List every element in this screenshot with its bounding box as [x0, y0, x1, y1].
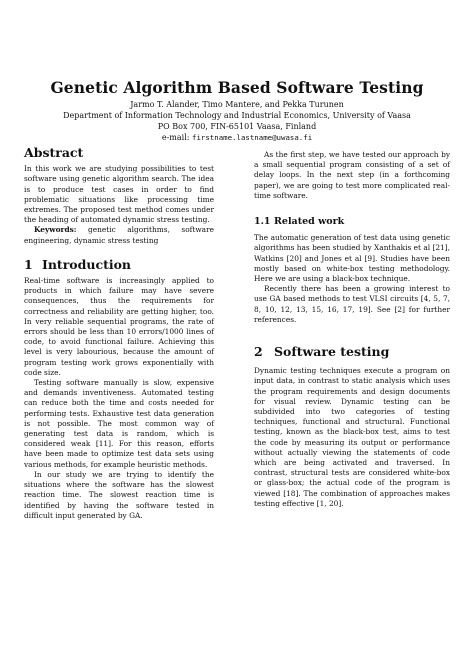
keywords [24, 225, 214, 245]
intro-paragraph-1: Real-time software is increasingly applied to products in which failure may have severe consequences, thus the requirements for correctness and reliability are getting higher, too. In very reliable sequential programs, the rate of errors should be less than 10 errors/1000 lines of code, to avoid functional failure. Achieving this level is very labourious, because the amount of program testing work grows exponentially with code size. [24, 276, 214, 377]
section-title: Software testing [274, 344, 390, 360]
subsection-heading-related-work [254, 217, 450, 227]
section-heading-introduction [24, 256, 214, 272]
abstract-heading: Abstract [24, 145, 84, 160]
related-paragraph-1: The automatic generation of test data using genetic algorithms has been studied by Xanthakis et al [21], Watkins [20] and Jones et al [9]. Studies have been mostly based on white-box testing methodology. Here we are using a black-box technique. [254, 233, 450, 284]
intro-paragraph-4: As the first step, we have tested our approach by a small sequential program consisting of a set of delay loops. In the next step (in a forthcoming paper), we are going to test more complicated real-time software. [254, 150, 450, 200]
author-block [0, 99, 474, 143]
email-address: firstname.lastname@uwasa.fi [192, 133, 313, 142]
left-column [24, 145, 214, 521]
email-label: e-mail: [161, 133, 190, 142]
section-heading-software-testing [254, 344, 450, 360]
section-title: Introduction [42, 256, 132, 272]
section-number: 2 [254, 344, 263, 360]
intro-paragraph-2: Testing software manually is slow, expensive and demands inventiveness. Automated testing can reduce both the time and costs needed for performing tests. Exhaustive test data generation is not possible. The most common way of generating test data is random, which is considered weak [11]. For this reason, efforts have been made to optimize test data sets using various methods, for example heuristic methods. [24, 378, 214, 469]
section-number: 1 [24, 256, 33, 272]
related-paragraph-2: Recently there has been a growing interest to use GA based methods to test VLSI circuits [4, 5, 7, 8, 10, 12, 13, 15, 16, 17, 19]. See [2] for further references. [254, 284, 450, 324]
right-column [254, 150, 450, 509]
abstract-text: In this work we are studying possibilities to test software using genetic algorithm search. The idea is to produce test cases in order to find problematic situations like processing time extremes. The proposed test method comes under the heading of automated dynamic stress testing. [24, 164, 214, 225]
subsection-title: Related work [274, 216, 345, 228]
email-line [0, 132, 474, 143]
subsection-number: 1.1 [254, 216, 271, 228]
paper-title: Genetic Algorithm Based Software Testing [50, 78, 424, 97]
keywords-label: Keywords: [34, 225, 77, 235]
intro-paragraph-3: In our study we are trying to identify the situations where the software has the slowest reaction time. The slowest reaction time is identified by having the software tested in difficult input generated by GA. [24, 469, 214, 520]
address: PO Box 700, FIN-65101 Vaasa, Finland [157, 122, 317, 131]
authors: Jarmo T. Alander, Timo Mantere, and Pekka Turunen [130, 100, 344, 109]
affiliation: Department of Information Technology and Industrial Economics, University of Vaasa [63, 111, 411, 120]
keywords-text: genetic algorithms, software engineering, dynamic stress testing [24, 225, 214, 245]
testing-paragraph-1: Dynamic testing techniques execute a program on input data, in contrast to static analysis which uses the program requirements and design documents for visual review. Dynamic testing can be subdivided into two categories of testing techniques, functional and structural. Functional testing, known as the black-box test, aims to test the code by measuring its output or performance without actually viewing the statements of code which are being activated and traversed. In contrast, structural tests are considered white-box or glass-box; the actual code of the program is viewed [18]. The combination of approaches makes testing effective [1, 20]. [254, 366, 450, 508]
